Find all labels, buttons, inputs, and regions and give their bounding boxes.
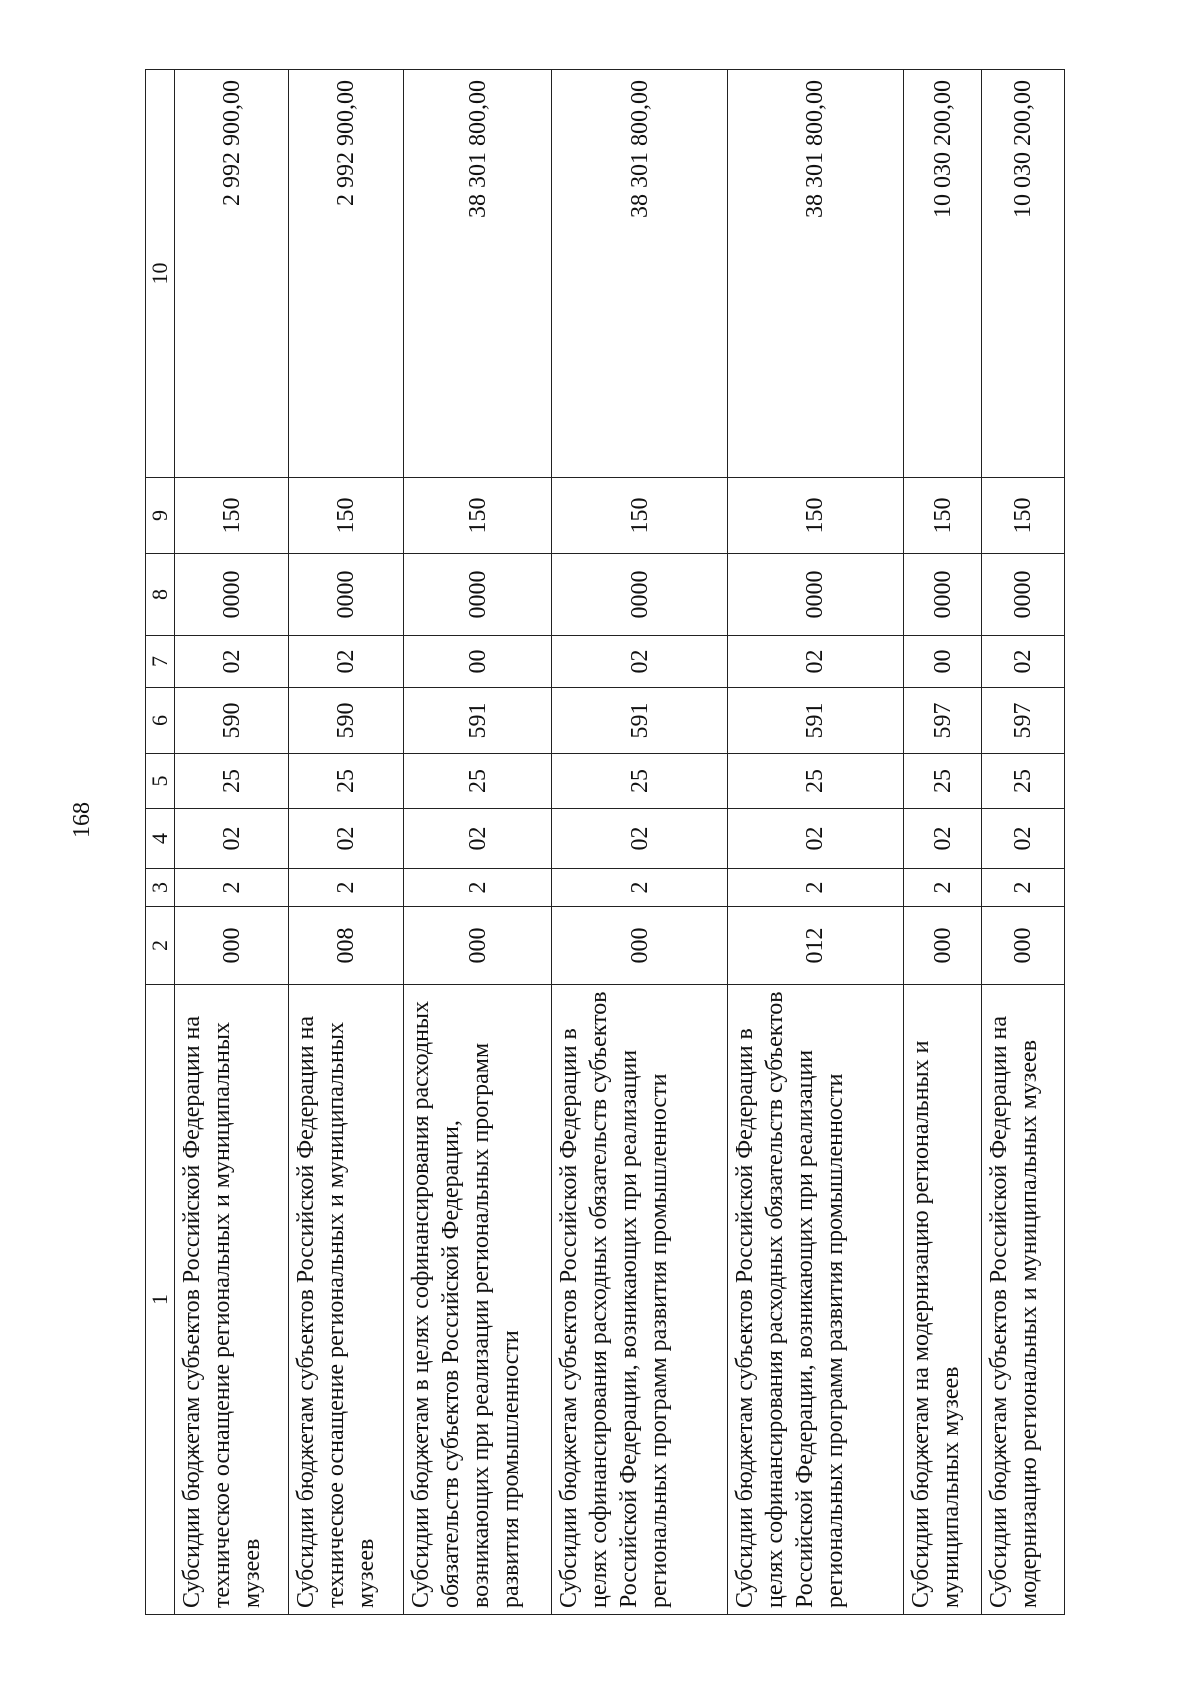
table-row [903, 70, 981, 1615]
cell-admin-code: 000 [175, 907, 289, 985]
cell-classification: 150 [552, 478, 728, 554]
cell-group: 2 [175, 869, 289, 907]
cell-subarticle: 597 [982, 688, 1065, 754]
cell-admin-code: 000 [552, 907, 728, 985]
cell-subgroup: 02 [175, 809, 289, 869]
cell-subarticle: 590 [289, 688, 403, 754]
table-row [728, 70, 904, 1615]
cell-article: 25 [728, 754, 904, 809]
row-description: Субсидии бюджетам в целях софинансирования расходных обязательств субъектов Российской Федерации, возникающих при реализации региональных программ развития промышленности [403, 985, 551, 1615]
cell-article: 25 [175, 754, 289, 809]
cell-admin-code: 012 [728, 907, 904, 985]
cell-amount: 2 992 900,00 [289, 70, 403, 478]
cell-program: 0000 [903, 554, 981, 636]
cell-subgroup: 02 [403, 809, 551, 869]
cell-article: 25 [903, 754, 981, 809]
page-number: 168 [69, 802, 95, 838]
cell-article: 25 [982, 754, 1065, 809]
table-row [982, 70, 1065, 1615]
cell-amount: 38 301 800,00 [403, 70, 551, 478]
row-description: Субсидии бюджетам субъектов Российской Федерации на модернизацию региональных и муниципальных музеев [982, 985, 1065, 1615]
header-col-6: 6 [146, 688, 175, 754]
header-col-3: 3 [146, 869, 175, 907]
cell-element: 02 [982, 636, 1065, 688]
header-col-10: 10 [146, 70, 175, 478]
cell-amount: 38 301 800,00 [552, 70, 728, 478]
cell-subgroup: 02 [552, 809, 728, 869]
cell-admin-code: 008 [289, 907, 403, 985]
cell-program: 0000 [982, 554, 1065, 636]
cell-element: 02 [552, 636, 728, 688]
cell-program: 0000 [403, 554, 551, 636]
budget-table-rotated [145, 70, 1065, 1615]
cell-element: 00 [403, 636, 551, 688]
cell-element: 00 [903, 636, 981, 688]
cell-amount: 10 030 200,00 [982, 70, 1065, 478]
cell-group: 2 [903, 869, 981, 907]
cell-classification: 150 [403, 478, 551, 554]
header-col-4: 4 [146, 809, 175, 869]
header-col-5: 5 [146, 754, 175, 809]
cell-subgroup: 02 [903, 809, 981, 869]
cell-subarticle: 597 [903, 688, 981, 754]
cell-group: 2 [289, 869, 403, 907]
table-row [289, 70, 403, 1615]
header-row [146, 70, 175, 1615]
cell-program: 0000 [175, 554, 289, 636]
cell-classification: 150 [289, 478, 403, 554]
row-description: Субсидии бюджетам субъектов Российской Федерации в целях софинансирования расходных обязательств субъектов Российской Федерации, возникающих при реализации региональных программ развития промышленности [552, 985, 728, 1615]
cell-classification: 150 [728, 478, 904, 554]
cell-subgroup: 02 [982, 809, 1065, 869]
row-description: Субсидии бюджетам субъектов Российской Федерации на техническое оснащение региональных и муниципальных музеев [289, 985, 403, 1615]
cell-element: 02 [289, 636, 403, 688]
cell-subarticle: 590 [175, 688, 289, 754]
cell-classification: 150 [175, 478, 289, 554]
cell-article: 25 [403, 754, 551, 809]
table-row [403, 70, 551, 1615]
cell-admin-code: 000 [403, 907, 551, 985]
cell-article: 25 [552, 754, 728, 809]
header-col-2: 2 [146, 907, 175, 985]
budget-table [145, 69, 1065, 1615]
cell-group: 2 [552, 869, 728, 907]
cell-element: 02 [175, 636, 289, 688]
cell-amount: 38 301 800,00 [728, 70, 904, 478]
cell-article: 25 [289, 754, 403, 809]
cell-subgroup: 02 [289, 809, 403, 869]
cell-amount: 2 992 900,00 [175, 70, 289, 478]
cell-subarticle: 591 [403, 688, 551, 754]
table-row [175, 70, 289, 1615]
row-description: Субсидии бюджетам субъектов Российской Федерации на техническое оснащение региональных и муниципальных музеев [175, 985, 289, 1615]
cell-group: 2 [982, 869, 1065, 907]
cell-classification: 150 [903, 478, 981, 554]
cell-group: 2 [728, 869, 904, 907]
cell-program: 0000 [552, 554, 728, 636]
cell-program: 0000 [289, 554, 403, 636]
row-description: Субсидии бюджетам субъектов Российской Федерации в целях софинансирования расходных обязательств субъектов Российской Федерации, возникающих при реализации региональных программ развития промышленности [728, 985, 904, 1615]
table-row [552, 70, 728, 1615]
cell-subgroup: 02 [728, 809, 904, 869]
cell-subarticle: 591 [728, 688, 904, 754]
header-col-1: 1 [146, 985, 175, 1615]
cell-element: 02 [728, 636, 904, 688]
cell-program: 0000 [728, 554, 904, 636]
cell-group: 2 [403, 869, 551, 907]
cell-amount: 10 030 200,00 [903, 70, 981, 478]
cell-subarticle: 591 [552, 688, 728, 754]
cell-admin-code: 000 [903, 907, 981, 985]
header-col-8: 8 [146, 554, 175, 636]
cell-admin-code: 000 [982, 907, 1065, 985]
row-description: Субсидии бюджетам на модернизацию региональных и муниципальных музеев [903, 985, 981, 1615]
header-col-7: 7 [146, 636, 175, 688]
cell-classification: 150 [982, 478, 1065, 554]
header-col-9: 9 [146, 478, 175, 554]
